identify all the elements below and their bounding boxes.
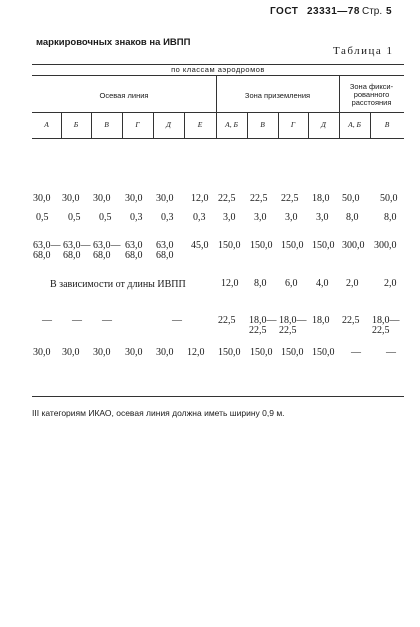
footnote: III категориям ИКАО, осевая линия должна иметь ширину 0,9 м. xyxy=(32,408,285,418)
table-cell: 30,0 xyxy=(62,347,80,358)
group-header-rule xyxy=(32,75,404,76)
table-cell: 150,0 xyxy=(312,240,335,251)
table-cell: 22,5 xyxy=(250,193,268,204)
table-cell: — xyxy=(351,347,361,358)
table-cell: 8,0 xyxy=(254,278,267,289)
table-cell: 18,0 xyxy=(312,193,330,204)
table-cell: 12,0 xyxy=(187,347,205,358)
table-cell: 150,0 xyxy=(312,347,335,358)
table-cell: 30,0 xyxy=(93,347,111,358)
table-cell: 30,0 xyxy=(62,193,80,204)
table-cell: 2,0 xyxy=(346,278,359,289)
table-cell: 30,0 xyxy=(125,193,143,204)
column-header: А xyxy=(44,120,49,129)
table-cell: 30,0 xyxy=(93,193,111,204)
table-cell: 300,0 xyxy=(374,240,397,251)
table-cell: 0,5 xyxy=(99,212,112,223)
table-cell: 4,0 xyxy=(316,278,329,289)
table-cell: 150,0 xyxy=(281,240,304,251)
table-cell: 150,0 xyxy=(218,347,241,358)
page-number: 5 xyxy=(386,6,392,17)
table-cell: 150,0 xyxy=(218,240,241,251)
merged-cell-note: В зависимости от длины ИВПП xyxy=(50,279,186,290)
standard-label: ГОСТ xyxy=(270,6,299,17)
table-cell: — xyxy=(172,315,182,326)
table-cell: 8,0 xyxy=(346,212,359,223)
table-cell: 12,0 xyxy=(221,278,239,289)
page-subtitle: маркировочных знаков на ИВПП xyxy=(36,37,191,48)
table-cell: — xyxy=(102,315,112,326)
table-cell: 30,0 xyxy=(156,193,174,204)
table-cell: 22,5 xyxy=(281,193,299,204)
column-header: Д xyxy=(166,120,171,129)
table-cell: 0,5 xyxy=(36,212,49,223)
table-cell: — xyxy=(386,347,396,358)
table-cell: 63,0 68,0 xyxy=(156,240,174,261)
table-cell: 63,0— 68,0 xyxy=(33,240,61,261)
table-cell: 30,0 xyxy=(156,347,174,358)
table-cell: 0,3 xyxy=(130,212,143,223)
table-cell: 300,0 xyxy=(342,240,365,251)
table-cell: 50,0 xyxy=(342,193,360,204)
table-cell: 63,0 68,0 xyxy=(125,240,143,261)
table-cell: 22,5 xyxy=(342,315,360,326)
column-header: В xyxy=(104,120,109,129)
table-cell: 0,3 xyxy=(193,212,206,223)
table-cell: 3,0 xyxy=(285,212,298,223)
table-cell: 2,0 xyxy=(384,278,397,289)
table-cell: 18,0— 22,5 xyxy=(279,315,307,336)
table-cell: 150,0 xyxy=(281,347,304,358)
table-cell: 150,0 xyxy=(250,240,273,251)
table-cell: 150,0 xyxy=(250,347,273,358)
group-header: по классам аэродромов xyxy=(171,65,265,74)
table-cell: 22,5 xyxy=(218,315,236,326)
column-header: А, Б xyxy=(348,120,361,129)
table-cell: 0,3 xyxy=(161,212,174,223)
column-header: В xyxy=(260,120,265,129)
column-header: В xyxy=(384,120,390,129)
column-header: Г xyxy=(135,120,140,129)
table-cell: 6,0 xyxy=(285,278,298,289)
column-header: Г xyxy=(290,120,296,129)
column-header: Е xyxy=(197,120,203,129)
column-header: Д xyxy=(321,120,326,129)
column-header: Б xyxy=(73,120,79,129)
table-cell: 30,0 xyxy=(125,347,143,358)
table-cell: 18,0 xyxy=(312,315,330,326)
table-cell: 0,5 xyxy=(68,212,81,223)
page-label: Стр. xyxy=(362,6,383,17)
table-cell: — xyxy=(42,315,52,326)
table-cell: 12,0 xyxy=(191,193,209,204)
table-title: Таблица 1 xyxy=(333,45,394,57)
table-cell: 50,0 xyxy=(380,193,398,204)
group-rule xyxy=(32,112,404,113)
table-bottom-rule xyxy=(32,396,404,397)
table-cell: 30,0 xyxy=(33,347,51,358)
table-cell: — xyxy=(72,315,82,326)
group-centerline: Осевая линия xyxy=(99,91,149,100)
table-cell: 63,0— 68,0 xyxy=(93,240,121,261)
table-cell: 22,5 xyxy=(218,193,236,204)
table-cell: 3,0 xyxy=(254,212,267,223)
group-touchdown-zone: Зона приземления xyxy=(244,91,311,100)
column-header: А, Б xyxy=(225,120,238,129)
standard-number: 23331—78 xyxy=(307,6,360,17)
table-cell: 30,0 xyxy=(33,193,51,204)
table-cell: 3,0 xyxy=(316,212,329,223)
table-cell: 18,0— 22,5 xyxy=(249,315,277,336)
table-cell: 45,0 xyxy=(191,240,209,251)
table-cell: 63,0— 68,0 xyxy=(63,240,91,261)
table-cell: 8,0 xyxy=(384,212,397,223)
table-cell: 3,0 xyxy=(223,212,236,223)
table-cell: 18,0— 22,5 xyxy=(372,315,400,336)
group-fixed-distance-zone: Зона фикси- рованного расстояния xyxy=(349,82,394,107)
column-header-rule xyxy=(32,138,404,139)
